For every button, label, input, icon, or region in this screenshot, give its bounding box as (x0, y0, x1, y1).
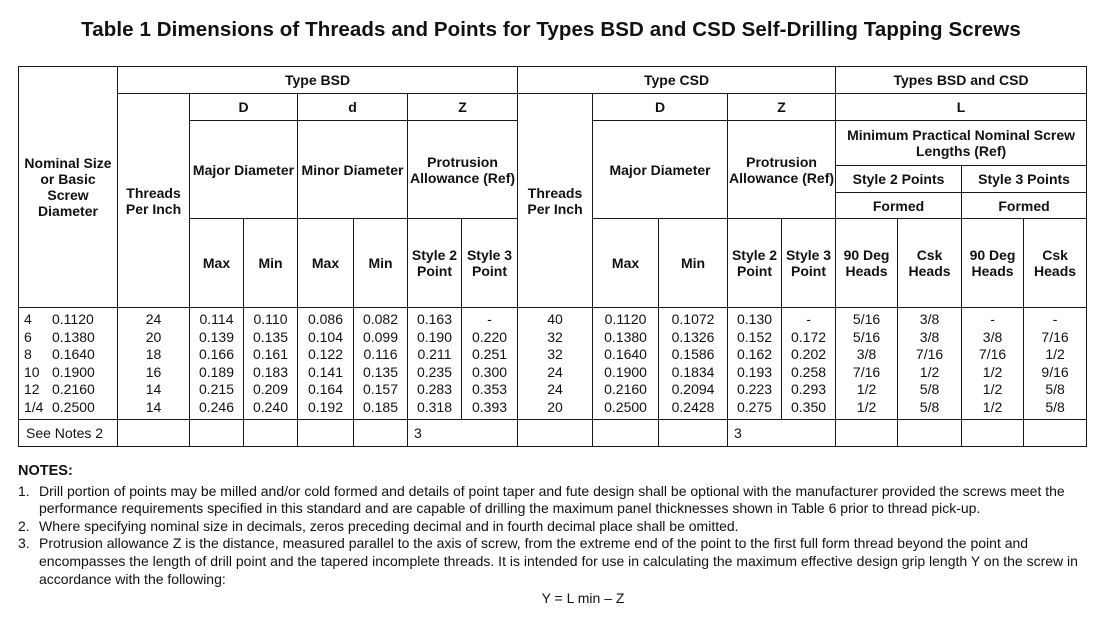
empty-cell (354, 419, 408, 446)
table-cell-value: 0.293 (791, 381, 827, 398)
table-cell-value: 5/8 (919, 381, 940, 398)
table-cell-value: - (806, 311, 811, 327)
table-cell-value: - (1052, 311, 1058, 327)
table-cell-value: 0.2094 (671, 381, 715, 398)
header-csd-D-min: Min (659, 219, 728, 308)
table-cell-value: 0.258 (791, 363, 827, 380)
header-bsd-minor-diameter: Minor Diameter (298, 121, 408, 219)
nominal-size-number: 8 (24, 346, 32, 363)
table-cell-value: 0.135 (362, 363, 399, 380)
table-cell-value: 5/8 (1045, 381, 1065, 398)
header-bsd-style-3-point: Style 3 Point (462, 219, 518, 308)
table-cell-value: 0.2160 (604, 381, 647, 398)
nominal-size-decimal: 0.2500 (52, 398, 95, 415)
empty-cell (190, 419, 244, 446)
table-cell-value: 1/2 (856, 381, 877, 398)
table-cell-value: 0.1640 (604, 346, 647, 363)
header-bsd-d-min: Min (354, 219, 408, 308)
header-csd-major-diameter: Major Diameter (593, 121, 728, 219)
table-cell-value: 7/16 (978, 346, 1007, 363)
table-cell-value: 14 (145, 398, 162, 415)
nominal-size-entry (24, 311, 117, 329)
table-cell-value: 0.1834 (671, 363, 715, 380)
empty-cell (1024, 419, 1087, 446)
empty-cell (244, 419, 298, 446)
notes-heading: NOTES: (18, 463, 73, 479)
table-cell-value: 5/16 (852, 311, 881, 327)
nominal-size-decimal: 0.1640 (52, 346, 95, 363)
table-cell-value: 16 (145, 363, 162, 380)
header-style-3-points: Style 3 Points (962, 166, 1087, 193)
header-bsd-threads-per-inch: Threads Per Inch (118, 94, 190, 308)
table-cell-value: 0.251 (471, 346, 508, 363)
grip-length-formula: Y = L min – Z (541, 590, 625, 607)
empty-cell (836, 419, 898, 446)
table-cell-value: - (487, 311, 492, 327)
table-cell-value: 5/8 (919, 398, 940, 415)
table-cell-value: 1/2 (919, 363, 940, 380)
header-bsd-d: d (298, 94, 408, 121)
table-cell-value: 1/2 (982, 381, 1003, 398)
table-cell-value: 0.104 (307, 328, 344, 345)
header-formed-style-3: Formed (962, 193, 1087, 219)
header-style-2-points: Style 2 Points (836, 166, 962, 193)
table-cell-value: 0.2428 (671, 398, 715, 415)
header-csd-D: D (593, 94, 728, 121)
header-bsd-d-max: Max (298, 219, 354, 308)
table-cell-value: 0.235 (416, 363, 453, 380)
header-csd-style-3-point: Style 3 Point (782, 219, 836, 308)
table-cell-value: 0.350 (791, 398, 827, 415)
table-cell-value: 0.1326 (671, 328, 715, 345)
nominal-size-number: 6 (24, 328, 32, 345)
table-title: Table 1 Dimensions of Threads and Points for Types BSD and CSD Self-Drilling Tapping Screws (81, 18, 1021, 41)
table-cell-value: 0.192 (307, 398, 344, 415)
table-cell-value: 5/8 (1045, 398, 1065, 415)
header-bsd-major-diameter: Major Diameter (190, 121, 298, 219)
empty-cell (118, 419, 190, 446)
note-text: Where specifying nominal size in decimals, zeros preceding decimal and in fourth decimal place shall be omitted. (39, 517, 739, 534)
table-cell-value: 0.318 (416, 398, 453, 415)
table-cell-value: 0.211 (417, 346, 452, 363)
table-cell-value: 0.393 (471, 398, 508, 415)
table-cell-value: 7/16 (852, 363, 881, 380)
table-cell-value: 0.166 (198, 346, 235, 363)
table-cell-value: 0.152 (737, 328, 773, 345)
style2-csk-length-column (898, 308, 962, 420)
table-cell-value: 0.185 (362, 398, 399, 415)
csd-style2-protrusion-column (728, 308, 782, 420)
csd-major-min-column (659, 308, 728, 420)
table-cell-value: 0.086 (307, 311, 344, 327)
header-csd-protrusion: Protrusion Allowance (Ref) (728, 121, 836, 219)
table-cell-value: 0.122 (307, 346, 344, 363)
table-cell-value: 0.1900 (604, 363, 647, 380)
header-bsd-protrusion: Protrusion Allowance (Ref) (408, 121, 518, 219)
header-csd-Z: Z (728, 94, 836, 121)
bsd-style2-protrusion-column (408, 308, 462, 420)
table-cell-value: 3/8 (856, 346, 877, 363)
header-bsd-D-min: Min (244, 219, 298, 308)
nominal-size-number: 4 (24, 311, 32, 327)
table-cell-value: 0.223 (737, 381, 773, 398)
nominal-size-number: 12 (24, 381, 40, 398)
table-cell-value: 3/8 (919, 311, 940, 327)
empty-cell (898, 419, 962, 446)
empty-cell (518, 419, 593, 446)
header-L: L (836, 94, 1087, 121)
table-cell-value: 7/16 (915, 346, 944, 363)
table-cell-value: 0.300 (471, 363, 508, 380)
table-cell-value: 20 (145, 328, 162, 345)
note-text: Drill portion of points may be milled and/or cold formed and details of point taper and fute design shall be optional with the manufacturer provided the screws meet the performance requirements specified in this standard and are capable of drilling the maximum panel thicknesses shown in Table 6 prior to thread pick-up. (39, 482, 1065, 517)
empty-cell (962, 419, 1024, 446)
table-cell-value: 1/2 (982, 363, 1003, 380)
empty-cell (659, 419, 728, 446)
note-item (18, 483, 1088, 518)
nominal-size-number: 10 (24, 363, 40, 380)
note-number: 3. (18, 535, 30, 552)
note-number: 2. (18, 517, 30, 534)
table-cell-value: 0.183 (252, 363, 289, 380)
table-cell-value: 32 (547, 346, 563, 363)
table-cell-value: 24 (145, 311, 162, 327)
table-cell-value: 0.157 (362, 381, 399, 398)
table-cell-value: 20 (547, 398, 563, 415)
table-cell-value: 1/2 (1045, 346, 1065, 363)
table-cell-value: 14 (145, 381, 162, 398)
bsd-minor-max-column (298, 308, 354, 420)
nominal-size-number: 1/4 (24, 398, 44, 415)
empty-cell (593, 419, 659, 446)
nominal-size-entry (24, 346, 117, 364)
nominal-size-entry (24, 364, 117, 382)
table-cell-value: 0.193 (737, 363, 773, 380)
table-cell-value: 1/2 (856, 398, 877, 415)
header-csd-style-2-point: Style 2 Point (728, 219, 782, 308)
bsd-threads-per-inch-column (118, 308, 190, 420)
header-csd-D-max: Max (593, 219, 659, 308)
table-cell-value: 24 (547, 363, 563, 380)
table-cell-value: 5/16 (852, 328, 881, 345)
table-cell-value: 0.189 (198, 363, 235, 380)
header-bsd-style-2-point: Style 2 Point (408, 219, 462, 308)
header-types-bsd-csd: Types BSD and CSD (836, 67, 1087, 94)
style2-90-deg-length-column (836, 308, 898, 420)
style3-csk-length-column (1024, 308, 1087, 420)
nominal-size-entry (24, 381, 117, 399)
note-item (18, 518, 1088, 536)
header-style2-csk-heads: Csk Heads (898, 219, 962, 308)
table-cell-value: 0.162 (737, 346, 773, 363)
table-cell-value: 18 (145, 346, 162, 363)
header-csd-threads-per-inch: Threads Per Inch (518, 94, 593, 308)
nominal-size-column (19, 308, 118, 420)
table-cell-value: 0.141 (307, 363, 344, 380)
table-cell-value: 3/8 (919, 328, 940, 345)
table-cell-value: 0.099 (362, 328, 399, 345)
table-cell-value: 0.1120 (604, 311, 647, 327)
table-cell-value: 0.209 (252, 381, 289, 398)
header-bsd-Z: Z (408, 94, 518, 121)
table-cell-value: 0.215 (198, 381, 235, 398)
table-cell-value: 0.163 (416, 311, 453, 327)
table-cell-value: 0.275 (737, 398, 773, 415)
table-cell-value: 40 (547, 311, 563, 327)
nominal-size-entry (24, 329, 117, 347)
table-cell-value: 0.130 (737, 311, 773, 327)
header-nominal-size: Nominal Size or Basic Screw Diameter (19, 67, 118, 308)
table-cell-value: 0.283 (416, 381, 453, 398)
table-cell-value: - (990, 311, 995, 327)
nominal-size-decimal: 0.1120 (52, 311, 94, 327)
bsd-major-max-column (190, 308, 244, 420)
table-cell-value: 24 (547, 381, 563, 398)
header-style3-csk-heads: Csk Heads (1024, 219, 1087, 308)
nominal-size-decimal: 0.1900 (52, 363, 95, 380)
header-type-bsd: Type BSD (118, 67, 518, 94)
note-text: Protrusion allowance Z is the distance, measured parallel to the axis of screw, from the extreme end of the point to the first full form thread beyond the point and encompasses the length of drill point and the tapered incomplete threads. It is intended for use in calculating the maximum effective design grip length Y on the screw in accordance with the following: (39, 535, 1078, 587)
csd-style3-protrusion-column (782, 308, 836, 420)
table-cell-value: 0.116 (363, 346, 398, 363)
table-cell-value: 7/16 (1041, 328, 1069, 345)
table-cell-value: 0.246 (198, 398, 235, 415)
table-cell-value: 0.172 (791, 328, 827, 345)
table-cell-value: 0.202 (791, 346, 827, 363)
bsd-z-note-ref: 3 (408, 419, 518, 446)
header-bsd-D-max: Max (190, 219, 244, 308)
notes-section (18, 463, 1088, 608)
table-cell-value: 0.240 (252, 398, 289, 415)
empty-cell (298, 419, 354, 446)
table-cell-value: 1/2 (982, 398, 1003, 415)
table-cell-value: 0.220 (471, 328, 508, 345)
note-number: 1. (18, 482, 30, 499)
table-cell-value: 3/8 (982, 328, 1003, 345)
table-cell-value: 0.2500 (604, 398, 647, 415)
table-cell-value: 0.161 (252, 346, 289, 363)
header-type-csd: Type CSD (518, 67, 836, 94)
header-style2-90-deg-heads: 90 Deg Heads (836, 219, 898, 308)
table-cell-value: 0.1380 (604, 328, 647, 345)
nominal-size-decimal: 0.2160 (52, 381, 95, 398)
table-cell-value: 9/16 (1041, 363, 1069, 380)
table-cell-value: 0.164 (307, 381, 344, 398)
table-data-row (19, 308, 1087, 420)
csd-threads-per-inch-column (518, 308, 593, 420)
table-cell-value: 0.082 (362, 311, 399, 327)
header-bsd-D: D (190, 94, 298, 121)
bsd-major-min-column (244, 308, 298, 420)
table-cell-value: 0.139 (198, 328, 235, 345)
header-style3-90-deg-heads: 90 Deg Heads (962, 219, 1024, 308)
dimensions-table (18, 66, 1087, 447)
table-cell-value: 0.190 (416, 328, 453, 345)
csd-major-max-column (593, 308, 659, 420)
table-cell-value: 0.135 (252, 328, 289, 345)
nominal-size-entry (24, 399, 117, 417)
see-notes-label: See Notes 2 (19, 419, 118, 446)
header-formed-style-2: Formed (836, 193, 962, 219)
table-cell-value: 0.114 (199, 311, 234, 327)
style3-90-deg-length-column (962, 308, 1024, 420)
table-cell-value: 0.1072 (671, 311, 715, 327)
table-cell-value: 0.110 (253, 311, 288, 327)
bsd-style3-protrusion-column (462, 308, 518, 420)
table-cell-value: 0.353 (471, 381, 508, 398)
table-cell-value: 32 (547, 328, 563, 345)
bsd-minor-min-column (354, 308, 408, 420)
nominal-size-decimal: 0.1380 (52, 328, 95, 345)
notes-reference-row (19, 419, 1087, 446)
header-min-practical-lengths: Minimum Practical Nominal Screw Lengths (Ref) (836, 121, 1087, 166)
note-item (18, 535, 1088, 588)
csd-z-note-ref: 3 (728, 419, 836, 446)
table-cell-value: 0.1586 (671, 346, 715, 363)
